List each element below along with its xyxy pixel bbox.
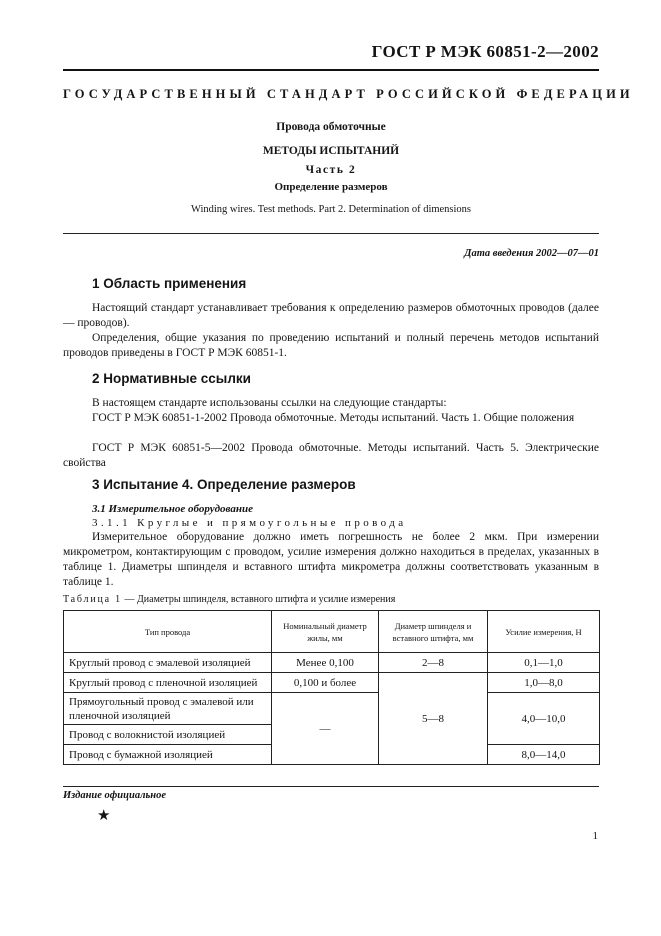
- section-1-paragraph-1: [63, 301, 599, 331]
- section-1-paragraph-2: [63, 331, 599, 361]
- cell-nominal-diameter: Менее 0,100: [272, 653, 379, 673]
- introduction-date: Дата введения 2002—07—01: [464, 248, 599, 259]
- section-2-reference-1-text: ГОСТ Р МЭК 60851-1-2002 Провода обмоточные. Методы испытаний. Часть 1. Общие положения: [92, 412, 575, 424]
- header-wire-type: Тип провода: [64, 611, 272, 653]
- section-1-paragraph-2-text: Определения, общие указания по проведению испытаний и полный перечень методов испытаний проводов приведены в ГОСТ Р МЭК 60851-1.: [63, 332, 599, 359]
- cell-wire-type: Провод с бумажной изоляцией: [64, 745, 272, 765]
- dimensions-table: [63, 610, 600, 765]
- section-2-reference-1: [63, 411, 599, 426]
- title-winding-wires: Провода обмоточные: [276, 121, 386, 133]
- table-header-row: [64, 611, 600, 653]
- table-row: [64, 673, 600, 693]
- header-divider: [63, 69, 599, 71]
- section-2-paragraph-1: [63, 396, 599, 411]
- section-2-reference-2-text: ГОСТ Р МЭК 60851-5—2002 Провода обмоточные. Методы испытаний. Часть 5. Электрические свойства: [63, 442, 599, 469]
- cell-measuring-force: 8,0—14,0: [488, 745, 600, 765]
- star-icon: ★: [97, 808, 111, 824]
- title-part: Часть 2: [305, 164, 357, 176]
- table-row: [64, 653, 600, 673]
- subsection-3-1-1-heading: 3.1.1 Круглые и прямоугольные провода: [92, 517, 407, 529]
- state-standard-title: ГОСУДАРСТВЕННЫЙ СТАНДАРТ РОССИЙСКОЙ ФЕДЕРАЦИИ: [63, 87, 634, 101]
- section-2-reference-2: [63, 441, 599, 471]
- cell-nominal-diameter: —: [272, 693, 379, 765]
- title-english: Winding wires. Test methods. Part 2. Determination of dimensions: [190, 204, 472, 215]
- page-number: 1: [592, 830, 598, 842]
- cell-wire-type: Круглый провод с пленочной изоляцией: [64, 673, 272, 693]
- section-1-heading: 1 Область применения: [92, 276, 247, 291]
- section-2-heading: 2 Нормативные ссылки: [92, 371, 251, 386]
- section-3-heading: 3 Испытание 4. Определение размеров: [92, 477, 356, 492]
- section-3-paragraph-1: [63, 530, 599, 590]
- section-3-paragraph-1-text: Измерительное оборудование должно иметь погрешность не более 2 мкм. При измерении микрометром, контактирующим с проводом, усилие измерения должно находиться в пределах, указанных в таблице 1. Диаметры шпинделя и вставного штифта микрометра должны соответствовать указанным в таблице 1.: [63, 531, 599, 588]
- table-caption-text: — Диаметры шпинделя, вставного штифта и усилие измерения: [121, 594, 396, 605]
- cell-measuring-force: 4,0—10,0: [488, 693, 600, 745]
- cell-wire-type: Круглый провод с эмалевой изоляцией: [64, 653, 272, 673]
- cell-measuring-force: 0,1—1,0: [488, 653, 600, 673]
- table-row: [64, 693, 600, 725]
- section-1-paragraph-1-text: Настоящий стандарт устанавливает требования к определению размеров обмоточных проводов (далее — проводов).: [63, 302, 599, 329]
- cell-measuring-force: 1,0—8,0: [488, 673, 600, 693]
- subsection-3-1-heading: 3.1 Измерительное оборудование: [92, 503, 253, 515]
- header-spindle-diameter: Диаметр шпинделя и вставного штифта, мм: [379, 611, 488, 653]
- section-2-paragraph-1-text: В настоящем стандарте использованы ссылки на следующие стандарты:: [92, 397, 447, 409]
- cell-wire-type: Провод с волокнистой изоляцией: [64, 725, 272, 745]
- official-edition-label: Издание официальное: [63, 790, 167, 801]
- header-nominal-diameter: Номинальный диаметр жилы, мм: [272, 611, 379, 653]
- title-definition: Определение размеров: [274, 181, 388, 193]
- table-caption: [63, 594, 395, 605]
- title-divider: [63, 233, 599, 234]
- cell-spindle-diameter: 5—8: [379, 673, 488, 765]
- header-measuring-force: Усилие измерения, Н: [488, 611, 600, 653]
- document-code: ГОСТ Р МЭК 60851-2—2002: [371, 42, 599, 61]
- cell-nominal-diameter: 0,100 и более: [272, 673, 379, 693]
- footer-divider: [63, 786, 599, 787]
- title-test-methods: МЕТОДЫ ИСПЫТАНИЙ: [262, 145, 400, 157]
- cell-wire-type: Прямоугольный провод с эмалевой или пленочной изоляцией: [64, 693, 272, 725]
- cell-spindle-diameter: 2—8: [379, 653, 488, 673]
- table-caption-label: Таблица 1: [63, 594, 122, 605]
